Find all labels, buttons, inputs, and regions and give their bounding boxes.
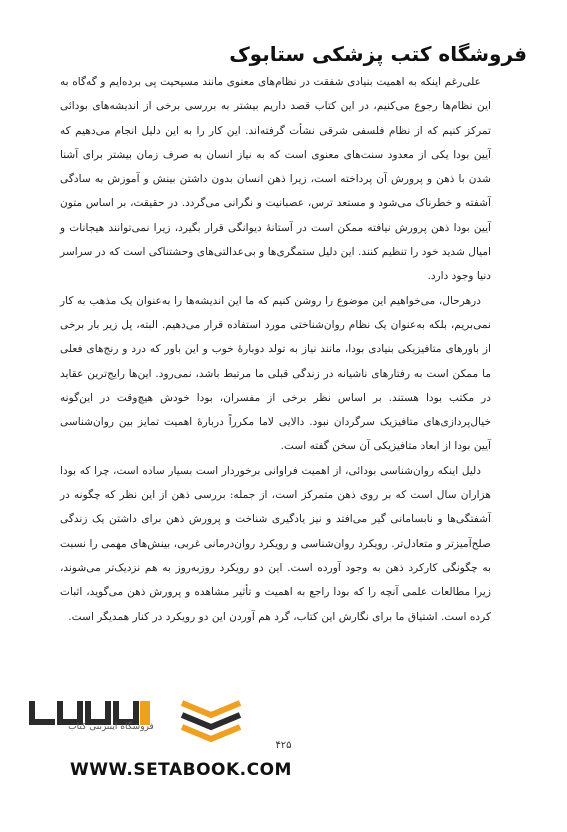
logo-tagline-text: فروشگاه اینترنتی کتاب [68, 722, 154, 732]
logo-wordmark [36, 722, 186, 732]
document-body [60, 70, 491, 629]
chevron-stack-icon [176, 697, 246, 745]
paragraph-1: علی‌رغم اینکه به اهمیت بنیادی شفقت در نظام‌های معنوی مانند مسیحیت پی برده‌ایم و گه‌گاه به این نظام‌ها رجوع می‌کنیم، در این کتاب قصد داریم بیشتر به بررسی برخی از اندیشه‌های بودائی تمرکز کنیم که از نظام فلسفی شرقی نشأت گرفته‌اند. این کار را به این دلیل انجام می‌دهیم که آیین بودا یکی از معدود سنت‌های معنوی است که به نیاز انسان به صرف زمان بیشتر برای آشنا شدن با ذهن و پرورش آن پرداخته است، زیرا ذهن انسان بدون داشتن بینش و آموزش به سادگی آشفته و خطرناک می‌شود و مستعد ترس، عصبانیت و نگرانی می‌گردد. در حقیقت، بر اساس متون آیین بودا ذهن پرورش نیافته ممکن است در آستانهٔ دیوانگی قرار بگیرد، زیرا نمی‌توانند هیجانات و امیال شدید خود را تنظیم کنند. این دلیل ستمگری‌ها و بی‌عدالتی‌های وحشتناکی است که در سراسر دنیا وجود دارد. [60, 76, 491, 283]
page-title: فروشگاه کتب پزشکی ستابوک [229, 42, 527, 66]
website-url: WWW.SETABOOK.COM [70, 760, 292, 780]
paragraph-3: دلیل اینکه روان‌شناسی بودائی، از اهمیت فراوانی برخوردار است بسیار ساده است، چرا که بودا هزاران سال است که بر روی ذهن متمرکز است، از جمله: بررسی ذهن از این نظر که چگونه در آشفتگی‌ها و نابسامانی گیر می‌افتد و نیز یادگیری شناخت و پرورش ذهن برای داشتن یک زندگی صلح‌آمیزتر و متعادل‌تر. رویکرد روان‌شناسی و رویکرد روان‌درمانی غربی، بینش‌های مهمی را نسبت به چگونگی کارکرد ذهن به وجود آورده است. این دو رویکرد روزبه‌روز به هم نزدیک‌تر می‌شوند، زیرا مطالعات علمی آنچه را که بودا راجع به اهمیت و تأثیر مشاهده و پرورش ذهن می‌گوید، اثبات کرده است. اشتیاق ما برای نگارش این کتاب، گرد هم آوردن این دو رویکرد در کنار همدیگر است. [60, 464, 491, 623]
page-number: ۴۲۵ [275, 740, 292, 751]
paragraph-2: درهرحال، می‌خواهیم این موضوع را روشن کنیم که ما این اندیشه‌ها را به‌عنوان یک مذهب به کار نمی‌بریم، بلکه به‌عنوان یک نظام روان‌شناختی مورد استفاده قرار می‌دهیم. البته، پل زیر بار برخی از باورهای متافیزیکی بنیادی بودا، مانند نیاز به تولد دوبارهٔ خوب و این باور که درد و رنج‌های فعلی ما ممکن است به رفتارهای ناشیانه در زندگی قبلی ما مرتبط باشد، نمی‌رود. این‌ها رایج‌ترین عقاید در مکتب بودا هستند. بر اساس نظر برخی از مفسران، بودا خودش هیچ‌وقت در این‌گونه خیال‌پردازی‌های متافیزیک سرگردان نبود. دالایی لاما مکرراً دربارهٔ اهمیت تمایز بین روان‌شناسی آیین بودا از ابعاد متافیزیکی آن سخن گفته است. [60, 294, 491, 453]
